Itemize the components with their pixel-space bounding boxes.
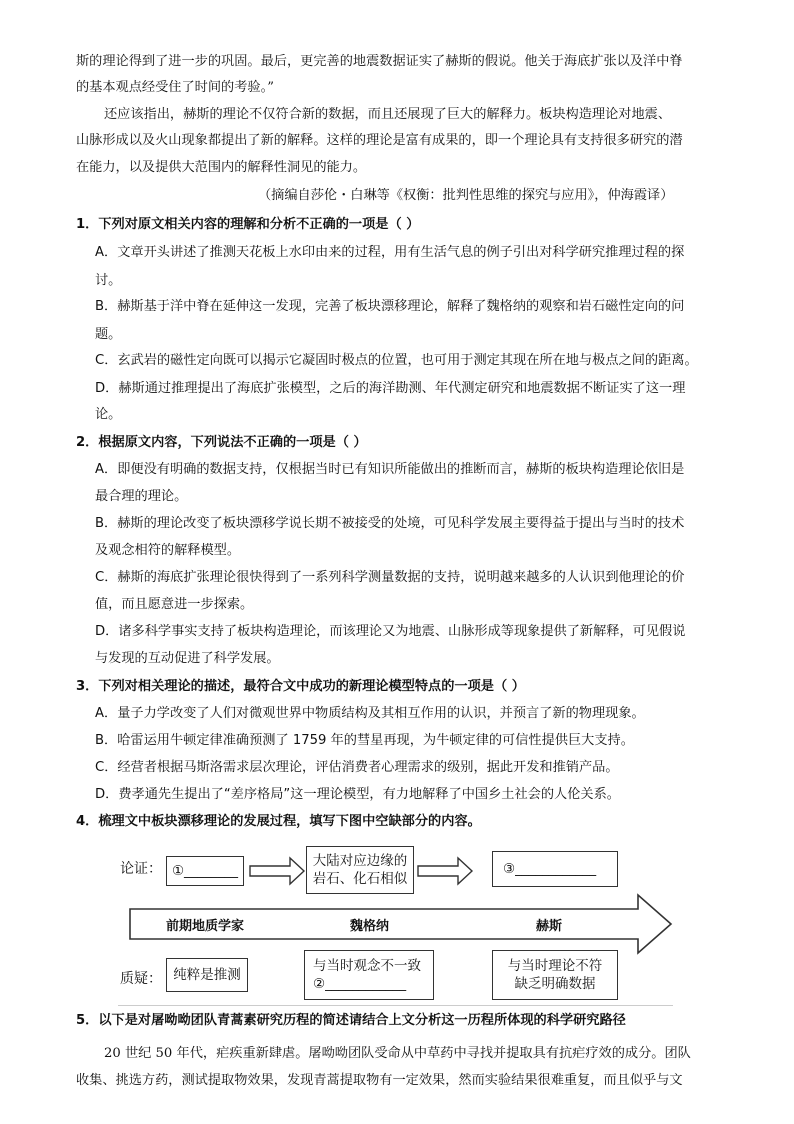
evidence-line-1: 大陆对应边缘的 [312,853,408,869]
question-1-stem: 1．下列对原文相关内容的理解和分析不正确的一项是（ ） [76,217,420,232]
option-a: A．即便没有明确的数据支持，仅根据当时已有知识所能做出的推断而言，赫斯的板块构造理论依旧是 [95,462,685,477]
passage-line: 在能力，以及提供大范围内的解释性洞见的能力。 [76,160,367,175]
option-c-cont: 值，而且愿意进一步探索。 [95,597,254,612]
option-d-cont: 论。 [95,407,122,422]
passage-line: 山脉形成以及火山现象都提出了新的解释。这样的理论是富有成果的，即一个理论具有支持很多研究的潜 [76,133,683,148]
blank-box-3 [492,851,618,887]
blank-2: ②____________ [313,976,407,992]
passage-line: 的基本观点经受住了时间的考验。” [76,80,274,95]
theory-development-diagram [118,838,673,1008]
q5-paragraph-line: 收集、挑选方药，测试提取物效果，发现青蒿提取物有一定效果，然而实验结果很难重复，而且似乎与文 [76,1073,683,1088]
evidence-box [306,846,414,894]
option-c: C．赫斯的海底扩张理论很快得到了一系列科学测量数据的支持，说明越来越多的人认识到他理论的价 [95,570,685,585]
diagram-bottom-rule [118,1005,673,1006]
blank-3: ③____________ [503,861,597,877]
passage-source: （摘编自莎伦・白琳等《权衡：批判性思维的探究与应用》，仲海霞译） [258,188,674,203]
stage-wegener: 魏格纳 [350,919,390,934]
blank-1: ①________ [171,863,239,879]
inconsistent-text: 与当时观念不一致 [313,958,421,974]
option-a: A．文章开头讲述了推测天花板上水印由来的过程，用有生活气息的例子引出对科学研究推理过程的探 [95,245,685,260]
arrow-right-icon [418,858,472,884]
speculation-box [166,958,248,992]
option-c: C．经营者根据马斯洛需求层次理论，评估消费者心理需求的级别，据此开发和推销产品。 [95,760,619,775]
option-b: B．赫斯基于洋中脊在延伸这一发现，完善了板块漂移理论，解释了魏格纳的观察和岩石磁性定向的问 [95,299,685,314]
option-b-cont: 及观念相符的解释模型。 [95,543,241,558]
option-a-cont: 讨。 [95,273,122,288]
option-b: B．赫斯的理论改变了板块漂移学说长期不被接受的处境，可见科学发展主要得益于提出与当时的技术 [95,516,685,531]
stage-early-geologists: 前期地质学家 [166,919,245,934]
option-b-cont: 题。 [95,327,122,342]
passage-line: 斯的理论得到了进一步的巩固。最后，更完善的地震数据证实了赫斯的假说。他关于海底扩张以及洋中脊 [76,54,683,69]
lack-data-text: 缺乏明确数据 [514,976,596,992]
q5-paragraph-line: 20 世纪 50 年代，疟疾重新肆虐。屠呦呦团队受命从中草药中寻找并提取具有抗疟疗效的成分。团队 [104,1046,691,1061]
question-2-stem: 2．根据原文内容，下列说法不正确的一项是（ ） [76,435,367,450]
inconsistent-box [304,950,434,1000]
option-c: C．玄武岩的磁性定向既可以揭示它凝固时极点的位置，也可用于测定其现在所在地与极点之间的距离。 [95,353,698,368]
passage-line: 还应该指出，赫斯的理论不仅符合新的数据，而且还展现了巨大的解释力。板块构造理论对地震、 [104,107,672,122]
option-b: B．哈雷运用牛顿定律准确预测了 1759 年的彗星再现，为牛顿定律的可信性提供巨大支持。 [95,733,634,748]
option-a-cont: 最合理的理论。 [95,489,188,504]
lack-data-box [492,950,618,1000]
option-d-cont: 与发现的互动促进了科学发展。 [95,651,280,666]
question-label: 质疑： [120,971,162,987]
option-d: D．费孝通先生提出了“差序格局”这一理论模型，有力地解释了中国乡土社会的人伦关系。 [95,787,620,802]
speculation-text: 纯粹是推测 [173,967,241,983]
blank-box-1 [166,856,244,886]
stage-hess: 赫斯 [536,919,563,934]
option-d: D．诸多科学事实支持了板块构造理论，而该理论又为地震、山脉形成等现象提供了新解释，可见假说 [95,624,686,639]
question-4-stem: 4．梳理文中板块漂移理论的发展过程，填写下图中空缺部分的内容。 [76,814,481,829]
question-5-stem: 5．以下是对屠呦呦团队青蒿素研究历程的简述请结合上文分析这一历程所体现的科学研究路径 [76,1013,626,1028]
argue-label: 论证： [120,861,162,877]
question-3-stem: 3．下列对相关理论的描述，最符合文中成功的新理论模型特点的一项是（ ） [76,679,525,694]
evidence-line-2: 岩石、化石相似 [312,871,408,887]
theory-conflict-text: 与当时理论不符 [507,958,603,974]
option-a: A．量子力学改变了人们对微观世界中物质结构及其相互作用的认识，并预言了新的物理现象。 [95,706,645,721]
option-d: D．赫斯通过推理提出了海底扩张模型，之后的海洋勘测、年代测定研究和地震数据不断证实了这一理 [95,381,686,396]
arrow-right-icon [250,858,304,884]
